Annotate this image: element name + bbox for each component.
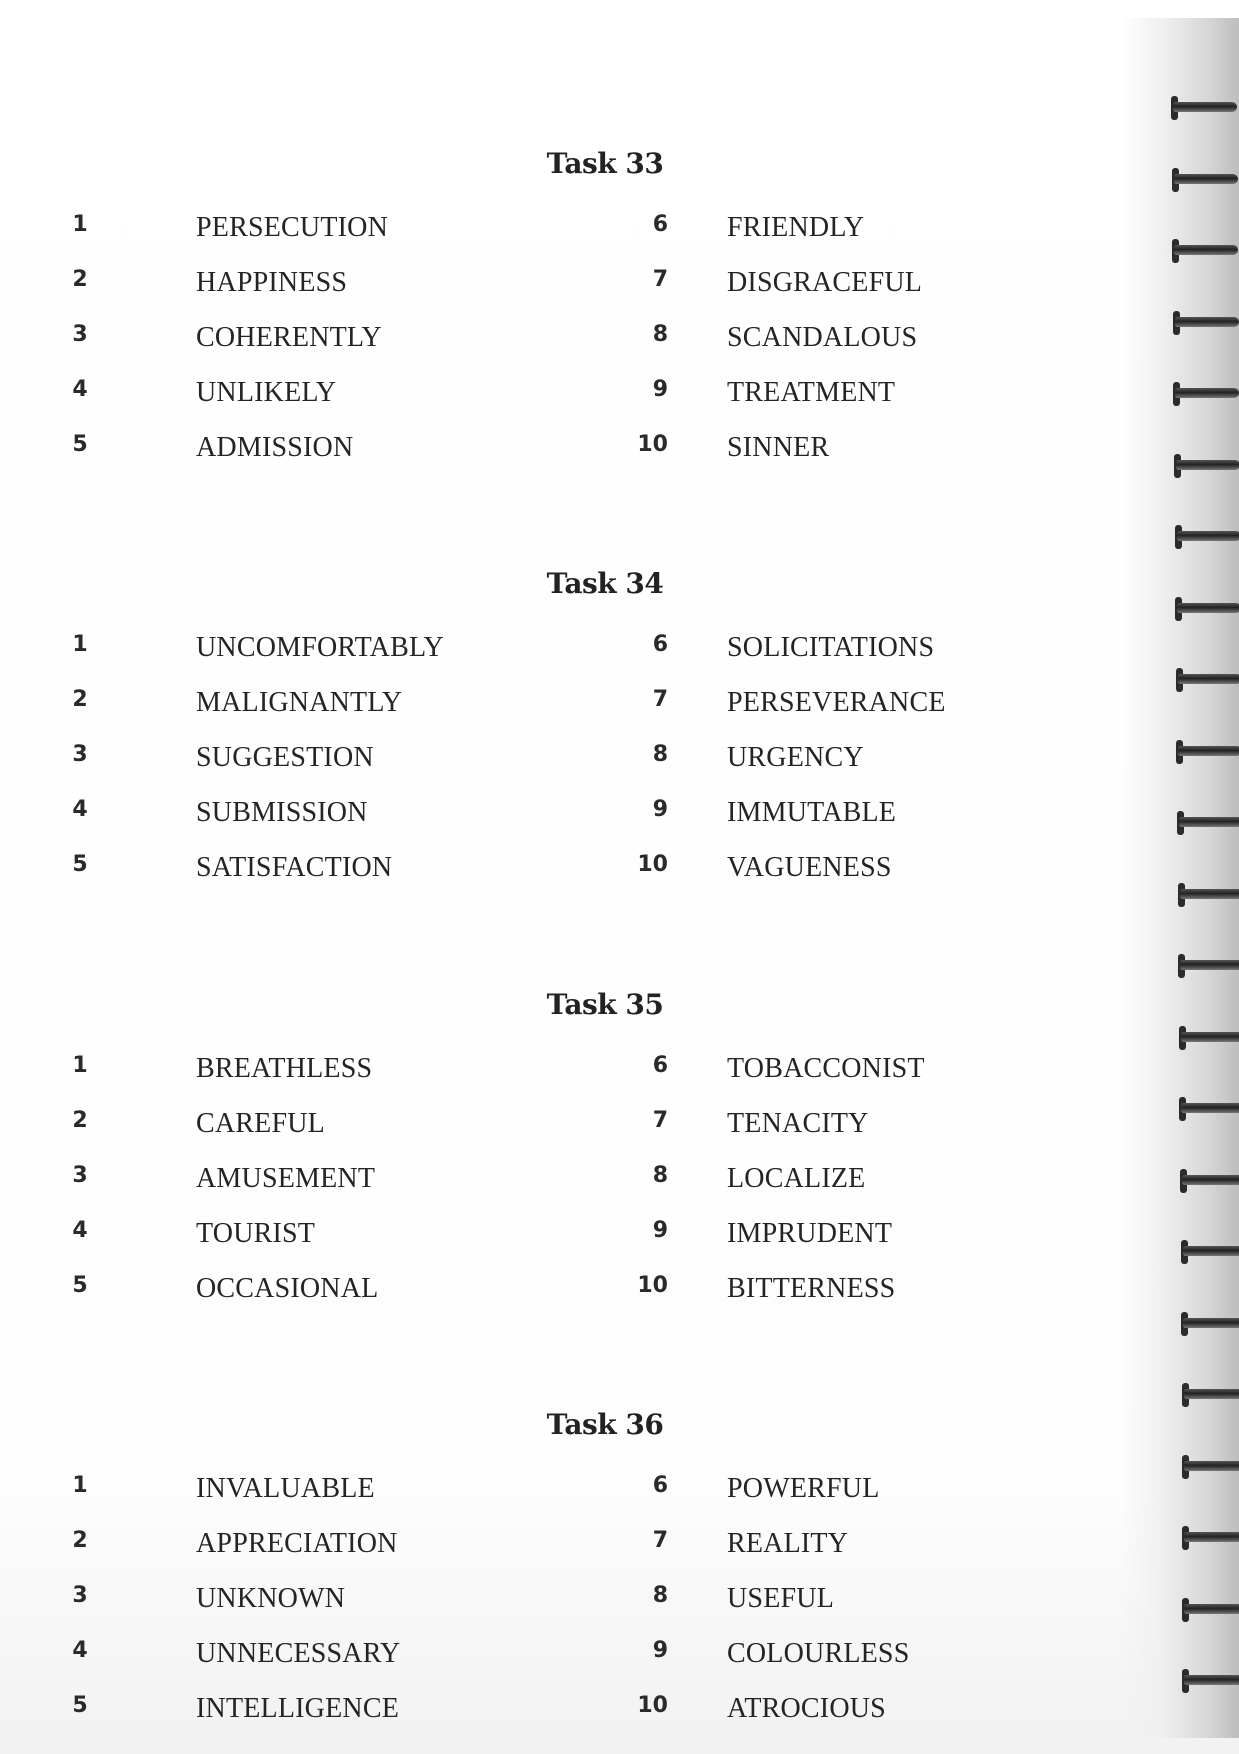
answer-number: 9 bbox=[652, 1638, 668, 1663]
binding-ring bbox=[1183, 1240, 1239, 1266]
binding-ring bbox=[1182, 1169, 1239, 1195]
answer-row bbox=[0, 687, 1239, 727]
answer-number: 2 bbox=[72, 267, 88, 292]
answer-row bbox=[0, 1053, 1239, 1093]
answer-number: 9 bbox=[652, 797, 668, 822]
answer-row bbox=[0, 1638, 1239, 1678]
answer-word: SOLICITATIONS bbox=[727, 632, 935, 663]
answer-number: 2 bbox=[72, 1528, 88, 1553]
binding-ring bbox=[1184, 1455, 1239, 1481]
answer-word: HAPPINESS bbox=[196, 267, 348, 298]
answer-number: 5 bbox=[72, 432, 88, 457]
answer-word: OCCASIONAL bbox=[196, 1273, 379, 1304]
answer-word: BITTERNESS bbox=[727, 1273, 896, 1304]
answer-row bbox=[0, 742, 1239, 782]
answer-word: UNNECESSARY bbox=[196, 1638, 401, 1669]
answer-word: POWERFUL bbox=[727, 1473, 880, 1504]
task-title: Task 34 bbox=[546, 567, 664, 600]
answer-number: 7 bbox=[652, 267, 668, 292]
answer-row bbox=[0, 212, 1239, 252]
answer-word: BREATHLESS bbox=[196, 1053, 373, 1084]
answer-number: 2 bbox=[72, 1108, 88, 1133]
answer-word: ATROCIOUS bbox=[727, 1693, 886, 1724]
answer-row bbox=[0, 267, 1239, 307]
answer-word: TENACITY bbox=[727, 1108, 869, 1139]
answer-number: 1 bbox=[72, 1053, 88, 1078]
answer-row bbox=[0, 852, 1239, 892]
answer-number: 6 bbox=[652, 1473, 668, 1498]
answer-word: SATISFACTION bbox=[196, 852, 393, 883]
answer-number: 6 bbox=[652, 212, 668, 237]
answer-row bbox=[0, 1163, 1239, 1203]
answer-word: FRIENDLY bbox=[727, 212, 865, 243]
binding-ring bbox=[1174, 239, 1239, 265]
answer-number: 9 bbox=[652, 377, 668, 402]
answer-word: APPRECIATION bbox=[196, 1528, 398, 1559]
answer-row bbox=[0, 1273, 1239, 1313]
answer-word: USEFUL bbox=[727, 1583, 834, 1614]
binding-ring bbox=[1173, 96, 1239, 122]
answer-word: LOCALIZE bbox=[727, 1163, 866, 1194]
answer-word: CAREFUL bbox=[196, 1108, 325, 1139]
answer-word: UNKNOWN bbox=[196, 1583, 346, 1614]
answer-number: 8 bbox=[652, 1163, 668, 1188]
answer-number: 10 bbox=[637, 432, 668, 457]
answer-row bbox=[0, 377, 1239, 417]
answer-row bbox=[0, 322, 1239, 362]
answer-number: 9 bbox=[652, 1218, 668, 1243]
answer-word: REALITY bbox=[727, 1528, 849, 1559]
answer-number: 3 bbox=[72, 1163, 88, 1188]
answer-word: PERSECUTION bbox=[196, 212, 388, 243]
binding-ring bbox=[1181, 1097, 1239, 1123]
answer-word: TOBACCONIST bbox=[727, 1053, 925, 1084]
answer-word: UNCOMFORTABLY bbox=[196, 632, 444, 663]
answer-word: DISGRACEFUL bbox=[727, 267, 923, 298]
answer-word: MALIGNANTLY bbox=[196, 687, 403, 718]
answer-number: 2 bbox=[72, 687, 88, 712]
answer-number: 8 bbox=[652, 322, 668, 347]
answer-number: 4 bbox=[72, 377, 88, 402]
binding-ring bbox=[1181, 1026, 1239, 1052]
answer-row bbox=[0, 1108, 1239, 1148]
answer-number: 1 bbox=[72, 1473, 88, 1498]
binding-ring bbox=[1177, 597, 1239, 623]
task-title: Task 35 bbox=[546, 988, 664, 1021]
answer-number: 8 bbox=[652, 1583, 668, 1608]
binding-ring bbox=[1178, 740, 1239, 766]
answer-number: 7 bbox=[652, 1528, 668, 1553]
answer-word: UNLIKELY bbox=[196, 377, 337, 408]
answer-number: 3 bbox=[72, 1583, 88, 1608]
answer-word: SUGGESTION bbox=[196, 742, 374, 773]
answer-row bbox=[0, 797, 1239, 837]
binding-ring bbox=[1184, 1598, 1239, 1624]
answer-word: INVALUABLE bbox=[196, 1473, 375, 1504]
binding-ring bbox=[1177, 525, 1239, 551]
binding-ring bbox=[1184, 1383, 1239, 1409]
answer-row bbox=[0, 632, 1239, 672]
answer-number: 7 bbox=[652, 687, 668, 712]
answer-number: 10 bbox=[637, 1273, 668, 1298]
binding-ring bbox=[1176, 454, 1239, 480]
answer-word: SINNER bbox=[727, 432, 830, 463]
answer-number: 4 bbox=[72, 1638, 88, 1663]
answer-word: COLOURLESS bbox=[727, 1638, 910, 1669]
binding-ring bbox=[1175, 382, 1239, 408]
answer-row bbox=[0, 1583, 1239, 1623]
answer-number: 5 bbox=[72, 1693, 88, 1718]
answer-word: SCANDALOUS bbox=[727, 322, 918, 353]
answer-row bbox=[0, 1693, 1239, 1733]
task-title: Task 33 bbox=[546, 147, 664, 180]
task-title: Task 36 bbox=[546, 1408, 664, 1441]
answer-number: 5 bbox=[72, 1273, 88, 1298]
answer-row bbox=[0, 432, 1239, 472]
binding-ring bbox=[1179, 811, 1239, 837]
binding-ring bbox=[1178, 668, 1239, 694]
answer-number: 10 bbox=[637, 852, 668, 877]
answer-number: 5 bbox=[72, 852, 88, 877]
answer-number: 10 bbox=[637, 1693, 668, 1718]
answer-number: 8 bbox=[652, 742, 668, 767]
binding-ring bbox=[1184, 1669, 1239, 1695]
answer-number: 1 bbox=[72, 212, 88, 237]
binding-ring bbox=[1174, 168, 1239, 194]
answer-number: 6 bbox=[652, 1053, 668, 1078]
binding-ring bbox=[1175, 311, 1239, 337]
binding-ring bbox=[1183, 1312, 1239, 1338]
answer-number: 6 bbox=[652, 632, 668, 657]
answer-word: TOURIST bbox=[196, 1218, 316, 1249]
answer-row bbox=[0, 1528, 1239, 1568]
answer-word: SUBMISSION bbox=[196, 797, 368, 828]
binding-ring bbox=[1180, 883, 1239, 909]
answer-word: COHERENTLY bbox=[196, 322, 382, 353]
answer-word: IMPRUDENT bbox=[727, 1218, 893, 1249]
answer-number: 3 bbox=[72, 742, 88, 767]
answer-row bbox=[0, 1473, 1239, 1513]
answer-number: 1 bbox=[72, 632, 88, 657]
answer-word: AMUSEMENT bbox=[196, 1163, 376, 1194]
binding-ring bbox=[1184, 1526, 1239, 1552]
answer-word: INTELLIGENCE bbox=[196, 1693, 400, 1724]
answer-word: ADMISSION bbox=[196, 432, 354, 463]
spiral-binding bbox=[1121, 18, 1239, 1738]
answer-word: PERSEVERANCE bbox=[727, 687, 946, 718]
answer-word: IMMUTABLE bbox=[727, 797, 897, 828]
answer-number: 4 bbox=[72, 797, 88, 822]
binding-ring bbox=[1180, 954, 1239, 980]
answer-row bbox=[0, 1218, 1239, 1258]
answer-word: VAGUENESS bbox=[727, 852, 892, 883]
answer-word: TREATMENT bbox=[727, 377, 896, 408]
answer-number: 4 bbox=[72, 1218, 88, 1243]
answer-word: URGENCY bbox=[727, 742, 864, 773]
answer-number: 7 bbox=[652, 1108, 668, 1133]
answer-number: 3 bbox=[72, 322, 88, 347]
